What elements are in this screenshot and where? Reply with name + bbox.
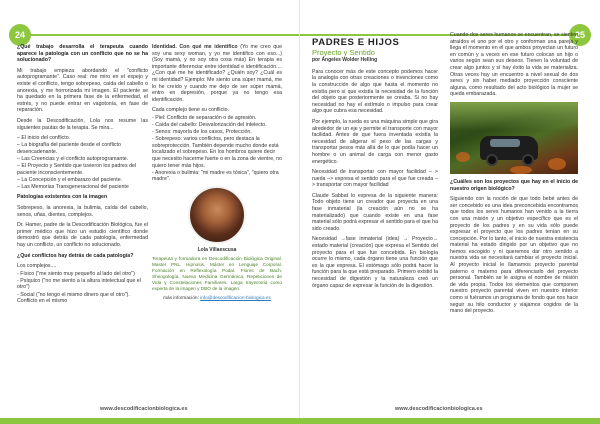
list-item: - Psíquico ("no me siento a la altura intelectual que el otro"): [17, 277, 141, 291]
footer-url: www.descodificacionbiologica.es: [100, 406, 188, 412]
bold-lead: Identidad. Con qué me identifico: [152, 44, 238, 50]
photo-foliage: [450, 102, 578, 131]
list-item: - Físico ("me siento muy pequeño al lado del otro"): [17, 270, 135, 277]
author-name: Lola Villaescusa: [197, 246, 237, 253]
photo-leaf: [510, 166, 532, 174]
list-item: - Piel: Conflicto de separación o de agresión.: [152, 114, 257, 121]
paragraph: Cuando dos seres humanos se encuentran, se sienten atraídos el uno por el otro y conforman una pareja y llega el momento en el que ambos proyectan un futuro en común y a veces en ese futuro colocan un hijo o varios según sean sus deseos. Tienen la voluntad de crear algo juntos y sí hay éxito la vida se materializa. Otras veces hay un encuentro a nivel sexual de dos seres y sin haber mediado proyección consciente alguna, como resultado del acto biológico la mujer se queda embarazada.: [450, 32, 578, 98]
list-item: - Senos: mayoría de los casos, Protección.: [152, 129, 252, 136]
right-page: [300, 0, 600, 424]
article-title: PADRES E HIJOS: [312, 37, 400, 48]
page-number-badge: 25: [569, 24, 591, 46]
list-item: – La biografía del paciente desde el conflicto desencadenante.: [17, 142, 121, 155]
autumn-car-photo: [450, 102, 578, 174]
paragraph: [152, 44, 282, 103]
photo-leaf: [548, 158, 566, 170]
paragraph-text: (Yo me creo que soy una sexy woman, y yo me identifico con eso...) (Soy mamá, y no soy otra cosa más) En terapia es importante diferenciar entre identidad e identificación.... ¿Con qué me he identificado? ¿Quién soy? ¿Cuál es mi identidad? Ejemplo: Me siento una súper mamá, me lo he creído y cuando me dejo de ser súper mamá, entro en depresión, porque ya no tengo esa identificación.: [152, 44, 282, 103]
contact-label: más información:: [163, 295, 199, 301]
section-heading: Patologías existentes con la imagen: [17, 194, 108, 201]
complexes-list: [17, 271, 148, 305]
question-heading: ¿Cuál/es son los proyectos que hay en el inicio de nuestro origen biológico?: [450, 178, 578, 192]
list-item: – El inicio del conflicto.: [17, 135, 71, 142]
footer-rule: [0, 418, 300, 424]
contact-email-link[interactable]: info@descodificacion-biologica.es: [200, 295, 271, 301]
contact-line: [152, 295, 282, 302]
paragraph: Por ejemplo, la rueda es una máquina simple que gira alrededor de un eje y permite el transporte con mayor facilidad. Antes de que fuera inventada existía la necesidad de aligerar el peso de las cargas y transportar pesos más allá de lo que podía hacer un hombre o un animal de carga con menor gasto energético.: [312, 118, 438, 165]
article-byline: por Ángeles Wolder Helling: [312, 57, 378, 64]
right-column-1: [312, 37, 438, 293]
paragraph: Necesidad de transportar con mayor facilidad – > rueda –> expresa el sentido para el que fue creada –> transportar con mayor facilidad: [312, 169, 438, 189]
top-rule: [31, 34, 299, 36]
question-heading: ¿Qué trabajo desarrolla el terapeuta cuando aparece la patología con un conflicto que no se ha solucionado?: [17, 44, 148, 64]
list-item: - Anorexia o bulimia: "mi madre es tóxica", "quiero otra madre".: [152, 169, 279, 183]
article-subtitle: Proyecto y Sentido: [312, 47, 375, 57]
photo-car-wheel: [486, 154, 498, 166]
paragraph: Claude Sabbat lo expresa de la siguiente manera: Todo objeto tiene un creador que proyecta en una fase inmaterial (la creación aún no se ha materializado) que cuando existe en una fase material sólo podrá expresar el sentido para el que ha sido creado.: [312, 192, 438, 232]
list-item: – El Proyecto y Sentido que tuvieron los padres del paciente inconscientemente.: [17, 163, 137, 176]
paragraph: Cada complejo tiene su conflicto.: [152, 107, 230, 114]
list-item: – La Concepción y el embarazo del paciente.: [17, 176, 123, 183]
photo-car-wheel: [522, 154, 534, 166]
left-column-2: [152, 44, 282, 302]
paragraph: Mi trabajo empieza abordando el "conflicto autoprogramante". Caso real: me miro en el espejo y existe el conflicto, tengo sobrepeso, caída del cabello o anorexia, y me horrorizada mi imagen. El paciente se ha quedado en la primera fase de la enfermedad, el estrés, y no puede entrar en vagotonía, en fase de reparación.: [17, 67, 148, 114]
right-column-2: [450, 32, 578, 319]
footer-rule: [300, 418, 600, 424]
photo-car-window: [490, 139, 520, 147]
list-item: – Las Creencias y el conflicto autoprogramante.: [17, 155, 129, 162]
left-column-1: [17, 44, 148, 305]
paragraph: Sobrepeso, la anorexia, la bulimia, caída del cabello, senos, uñas, dientes, complejos.: [17, 204, 148, 218]
paragraph: Dr. Hamer, padre de la Descodificación Biológica, fue el primer médico que hizo un estudio científico donde demostró que detrás de cada patología, enfermedad hay un conflicto, un conflicto no solucionado.: [17, 222, 148, 248]
paragraph: Desde la Descodificación, Lola nos resume las siguientes pautas de la terapia. Se mira...: [17, 117, 148, 131]
author-photo: [188, 186, 246, 244]
paragraph: Los complejos....: [17, 263, 57, 270]
therapy-steps-list: [17, 135, 148, 190]
paragraph: Necesidad →fase inmaterial (idea) → Proyecto→ estado material (creación) que expresa el Sentido del proyecto para el que fue concebida. En biología ocurre lo mismo, cada órgano tiene una función que es la que expresa. El estómago sólo podrá hacer la función para la que está preparado. Primero existió la necesidad de digestión y la naturaleza creó un órgano capaz de expresar la función de la digestión.: [312, 236, 438, 289]
list-item: – Las Memorias Transgeneracional del paciente: [17, 183, 129, 190]
footer-url: www.descodificacionbiologica.es: [395, 406, 483, 412]
photo-leaf: [456, 152, 470, 162]
list-item: - Sobrepeso: varios conflictos, pero destaca la sobreprotección. También depende mucho donde está localizado el sobrepeso. En los hombros quiere decir que necesito hacerme fuerte o en la zona de vientre, no quiero tener más hijos.: [152, 136, 282, 169]
question-heading: ¿Qué conflictos hay detrás de cada patología?: [17, 252, 134, 259]
paragraph: Para conocer más de este concepto podemos hacer la analogía con otras creaciones o invenciones como la construcción de algo que hasta el momento no existía pero sí que existía la necesidad de la función del objeto que posteriormente se creaba. Si no hay necesidad no hay el estímulo o impulso para crear algo que cubra esa necesidad.: [312, 68, 438, 115]
author-bio: Terapeuta y formadora en Descodificación Biológica Original. Master PNL. Hipnosis. Máster en Lenguaje Corporal. Formación en Reflexología Podal. Flores de Bach, Shengología, Nueva Medicina Germánica, Repeticiones de Vida y Constelaciones Familiares. Larga trayectoria como experta de la imagen y DBO de la imagen.: [152, 256, 282, 292]
list-item: - Caída del cabello: Desvalorización del intelecto.: [152, 122, 267, 129]
conflicts-list: [152, 115, 282, 183]
list-item: - Social ("no tengo el mismo dinero que el otro"). Conflicto en el mismo: [17, 291, 130, 305]
paragraph: Siguiendo con la noción de que todo bebé antes de ser concebido es una idea preconcebida encontramos que todos los seres humanos han venido a la tierra con una misión y un objetivo específico que es el proyecto de los padres y en su vida sólo puede expresar el proyecto que los padres tenían en su concepción. Por lo tanto, el inicio de nuestra existencia material ha estado dirigido por un objetivo que no hemos escogido y ni queremos dar otro sentido a nuestra vida se necesitará cambiar el proyecto inicial. Al proyecto inicial le llamamos proyecto parental paterno o materno para diferenciarlo del proyecto personal. También se le asigna el nombre de misión de vida propia. Todos los elementos que componen nuestro proyecto parental viven en nuestro interior como si fuéramos un programa de fondo que nos hace seguir su hilo conductor y viajamos cogidos de la mano del proyecto.: [450, 196, 578, 315]
page-number-badge: 24: [9, 24, 31, 46]
